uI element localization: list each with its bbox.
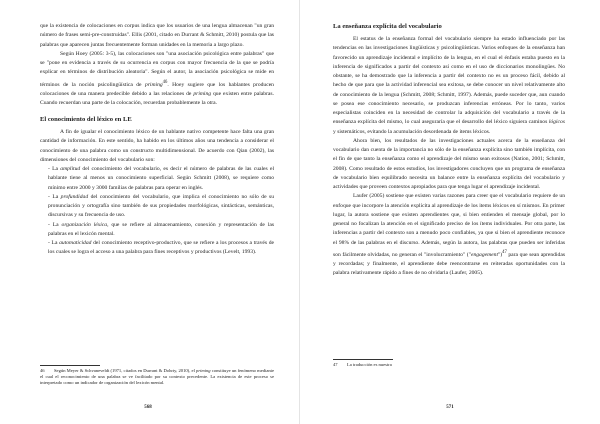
list-item-profundidad: - La profundidad del conocimiento del vocabulario, que implica el conocimiento no sólo de su pronunciación y ortografía sino también de sus propiedades morfológicas, sintácticas, semánticas, discursivas y su frecuencia de uso.: [48, 193, 274, 219]
right-paragraph-3: Laufer (2005) sostiene que existen varias razones para creer que el vocabulario requiere de un enfoque que incorpore la atención explícita al aprendizaje de los items léxicos en sí mismos. En primer lugar, la autora sostiene que existen aprendientes que, si bien entienden el mensaje global, por lo general no focalizan la atención en el significado preciso de los ítems individuales. Por otra parte, las inferencias a partir del contexto son a menudo poco confiables, ya que si bien el aprendiente reconoce el 98% de las palabras en el discurso. Además, según la autora, las palabras que pueden ser inferidas son fácilmente olvidadas, no generan el "involucramiento" ("engagement")$^{47}$ para que sean aprendidas y recordadas; y finalmente, el aprendiente debe reencontrarse en reiteradas oportunidades con la palabra relativamente rápido a fines de no olvidarla (Laufer, 2005).: [333, 193, 565, 277]
section-heading-lexicon: El conocimiento del léxico en LE: [40, 116, 132, 124]
right-paragraph-1: El estatus de la enseñanza formal del vocabulario siempre ha estado influenciado por las tendencias en las investigaciones lingüísticas y psicolingüísticas. Varios enfoques de la enseñanza han favorecido un aprendizaje incidental e implícito de la lengua, en el cual el énfasis estaba puesto en la inferencia de significados a partir del contexto así como en el uso de diccionarios monolingües. No obstante, se ha demostrado que la inferencia a partir del contexto no es un proceso fácil, debido al hecho de que para que la actividad inferencial sea exitosa, se debe conocer un nivel relativamente alto de conocimiento de la lengua (Schmitt, 2008; Schmitt, 1997). Además, puede suceder que, aun cuando se posea ese conocimiento necesario, se produzcan inferencias erróneas. Por lo tanto, varios especialistas coinciden en la necesidad de controlar la adquisición del vocabulario a través de la enseñanza explícita del mismo, lo cual aseguraría que el desarrollo del léxico siguiera caminos lógicos y sistemáticos, evitando la acumulación desordenada de items léxicos.: [333, 36, 565, 135]
right-page: [300, 0, 600, 424]
left-section-paragraph: A fin de igualar el conocimiento léxico de un hablante nativo competente hace falta una gran cantidad de información. En este sentido, ha habido en los últimos años una tendencia a considerar el conocimiento de una palabra como un constructo multidimensional. De acuerdo con Qian (2002), las dimensiones del conocimiento del vocabulario son:: [40, 129, 274, 163]
right-text-column: [333, 22, 565, 278]
footnote-mark: 47: [333, 362, 338, 367]
left-text-column: [40, 22, 274, 258]
footnote-ref-46: 46: [162, 79, 168, 85]
left-paragraph-1: que la existencia de colocaciones en corpus indica que los usuarios de una lengua almacenan "un gran número de frases semi-pre-construidas". Ellis (2001, citado en Durrant & Schmitt, 2010) postula que las palabras que aparecen juntas frecuentemente forman unidades en la memoria a largo plazo.: [40, 23, 274, 48]
page-number-right: 571: [446, 405, 454, 410]
footnote-ref-47: 47: [502, 249, 507, 255]
right-paragraph-2: Ahora bien, los resultados de las investigaciones actuales acerca de la enseñanza del vocabulario dan cuenta de la importancia no sólo de la enseñanza explícita sino también implícita, con el fin de que tanto la enseñanza como el aprendizaje del mismo sean exitosos (Nation, 2001; Schmitt, 2008). Como resultado de estos estudios, los investigadores concluyen que un programa de enseñanza de vocabulario bien equilibrado necesita un balance entre la enseñanza explícita del vocabulario y actividades que proveen contextos apropiados para que tenga lugar el aprendizaje incidental.: [333, 137, 565, 190]
left-paragraph-2: Según Hoey (2005: 3-5), las colocaciones son "una asociación psicológica entre palabras" que se "pone en evidencia a través de su ocurrencia en corpus con mayor frecuencia de la que se podría explicar en términos de distribución aleatoria". Según el autor, la asociación psicológica se mide en términos de la noción psicolingüística de priming$^{46}$. Hoey sugiere que los hablantes producen colocaciones de una manera predecible debido a las relaciones de priming que existen entre palabras. Cuando recuerdan una parte de la colocación, recuerdan probablemente la otra.: [40, 50, 274, 106]
footnote-mark: 46: [40, 368, 45, 373]
footnote-divider: [40, 365, 100, 366]
list-item-automaticidad: - La automaticidad del conocimiento receptivo-productivo, que se refiere a los procesos a través de los cuales se logra el acceso a una palabra para fines receptivos y productivos (Levelt, 1993).: [48, 240, 274, 256]
section-heading-explicit-teaching: La enseñanza explícita del vocabulario: [333, 23, 442, 30]
page-number-left: 568: [144, 405, 152, 410]
footnote-divider: [333, 359, 393, 360]
list-item-amplitud: - La amplitud del conocimiento del vocabulario, es decir el número de palabras de las cuales el hablante tiene al menos un conocimiento superficial. Según Schmitt (2008), se requiere como mínimo entre 2000 y 3000 familias de palabras para operar en inglés.: [48, 166, 274, 191]
footnote-46: 46 Según Meyer & Schvaneveldt (1971, citados en Durrant & Dohrty, 2010), el priming constituye un fenómeno mediante el cual el reconocimiento de una palabra se ve facilitado por su contexto precedente. La existencia de este proceso se interpretado como un indicador de organización del lexicón mental.: [40, 368, 274, 385]
list-item-organizacion: - La organización léxica, que se refiere al almacenamiento, conexión y representación de las palabras en el lexicón mental.: [48, 221, 275, 237]
footnote-47: 47 La traducción es nuestra: [333, 362, 392, 367]
